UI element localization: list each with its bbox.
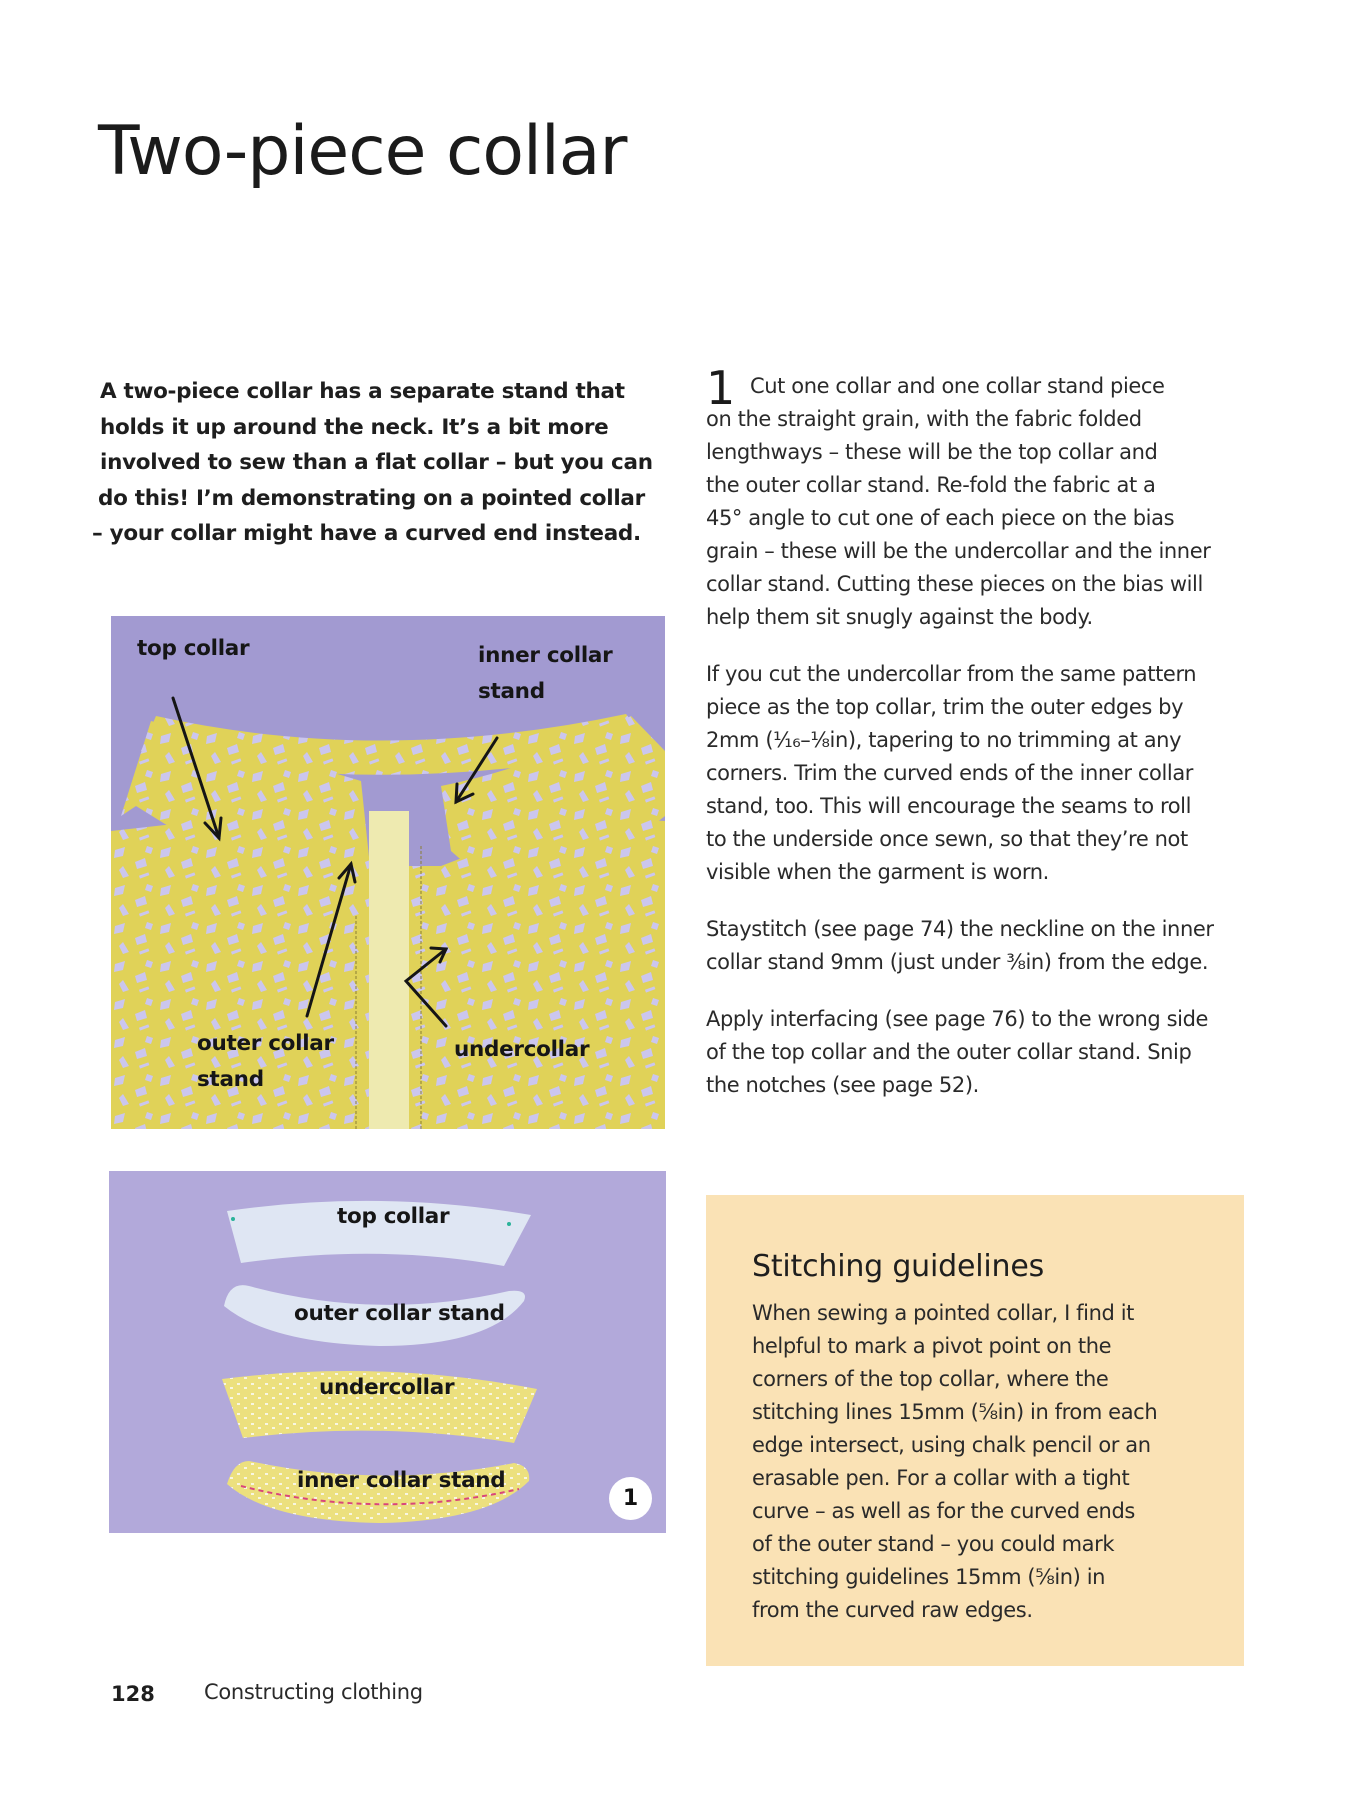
text-line: 45° angle to cut one of each piece on the bias bbox=[706, 506, 1175, 530]
step-paragraph bbox=[706, 658, 1251, 889]
callout-line: erasable pen. For a collar with a tight bbox=[752, 1466, 1130, 1490]
text-line: 2mm (¹⁄₁₆–¹⁄₈in), tapering to no trimming at any bbox=[706, 728, 1182, 752]
text-line: collar stand 9mm (just under ³⁄₈in) from the edge. bbox=[706, 950, 1209, 974]
step-paragraph bbox=[706, 370, 1251, 634]
callout-line: of the outer stand – you could mark bbox=[752, 1532, 1115, 1556]
label-undercollar: undercollar bbox=[454, 1037, 590, 1062]
callout-line: stitching lines 15mm (⁵⁄₈in) in from each bbox=[752, 1400, 1158, 1424]
callout-line: helpful to mark a pivot point on the bbox=[752, 1334, 1112, 1358]
section-title: Constructing clothing bbox=[204, 1680, 423, 1704]
callout-body bbox=[752, 1297, 1232, 1627]
step-badge: 1 bbox=[609, 1477, 652, 1520]
stitching-guidelines-callout bbox=[706, 1195, 1244, 1666]
intro-line: – your collar might have a curved end instead. bbox=[92, 521, 641, 546]
step-1-text bbox=[706, 370, 1251, 1126]
text-line: help them sit snugly against the body. bbox=[706, 605, 1093, 629]
label-top-collar: top collar bbox=[137, 636, 250, 661]
intro-line: A two-piece collar has a separate stand that bbox=[100, 379, 625, 404]
page-number: 128 bbox=[111, 1682, 155, 1706]
text-line: grain – these will be the undercollar and the inner bbox=[706, 539, 1211, 563]
label-inner-collar-stand-line1: inner collar bbox=[478, 643, 613, 668]
collar-photo bbox=[111, 616, 665, 1129]
label-outer-collar-stand-line2: stand bbox=[197, 1067, 264, 1092]
text-line: the notches (see page 52). bbox=[706, 1073, 979, 1097]
callout-line: stitching guidelines 15mm (⁵⁄₈in) in bbox=[752, 1565, 1106, 1589]
intro-line: do this! I’m demonstrating on a pointed collar bbox=[98, 485, 645, 511]
intro-line: involved to sew than a flat collar – but you can bbox=[100, 450, 653, 475]
step-number: 1 bbox=[706, 361, 736, 415]
text-line: stand, too. This will encourage the seams to roll bbox=[706, 794, 1192, 818]
text-line: lengthways – these will be the top collar and bbox=[706, 440, 1158, 464]
callout-line: curve – as well as for the curved ends bbox=[752, 1499, 1135, 1523]
callout-title: Stitching guidelines bbox=[752, 1249, 1045, 1284]
text-line: the outer collar stand. Re-fold the fabric at a bbox=[706, 473, 1156, 497]
piece-label-undercollar: undercollar bbox=[319, 1375, 455, 1400]
piece-label-inner-collar-stand: inner collar stand bbox=[297, 1468, 506, 1493]
label-inner-collar-stand-line2: stand bbox=[478, 679, 545, 704]
text-line: If you cut the undercollar from the same pattern bbox=[706, 662, 1197, 686]
cut-pieces-photo bbox=[109, 1171, 666, 1533]
text-line: collar stand. Cutting these pieces on the bias will bbox=[706, 572, 1203, 596]
text-line: Staystitch (see page 74) the neckline on the inner bbox=[706, 917, 1214, 941]
step-paragraph bbox=[706, 1003, 1251, 1102]
text-line: corners. Trim the curved ends of the inner collar bbox=[706, 761, 1194, 785]
intro-line: holds it up around the neck. It’s a bit more bbox=[100, 414, 609, 440]
piece-label-top-collar: top collar bbox=[337, 1204, 450, 1229]
text-line: to the underside once sewn, so that they’re not bbox=[706, 827, 1188, 851]
text-line: on the straight grain, with the fabric folded bbox=[706, 407, 1142, 431]
step-paragraph bbox=[706, 913, 1251, 979]
piece-label-outer-collar-stand: outer collar stand bbox=[294, 1301, 505, 1326]
text-line: Cut one collar and one collar stand piece bbox=[750, 374, 1165, 398]
callout-line: When sewing a pointed collar, I find it bbox=[752, 1301, 1134, 1325]
callout-line: edge intersect, using chalk pencil or an bbox=[752, 1433, 1151, 1457]
callout-line: from the curved raw edges. bbox=[752, 1598, 1033, 1622]
text-line: Apply interfacing (see page 76) to the wrong side bbox=[706, 1007, 1209, 1031]
intro-paragraph bbox=[92, 374, 655, 552]
label-outer-collar-stand-line1: outer collar bbox=[197, 1031, 334, 1056]
text-line: visible when the garment is worn. bbox=[706, 860, 1049, 884]
callout-line: corners of the top collar, where the bbox=[752, 1367, 1109, 1391]
text-line: piece as the top collar, trim the outer edges by bbox=[706, 695, 1184, 719]
text-line: of the top collar and the outer collar stand. Snip bbox=[706, 1040, 1192, 1064]
page-title: Two-piece collar bbox=[98, 112, 627, 191]
